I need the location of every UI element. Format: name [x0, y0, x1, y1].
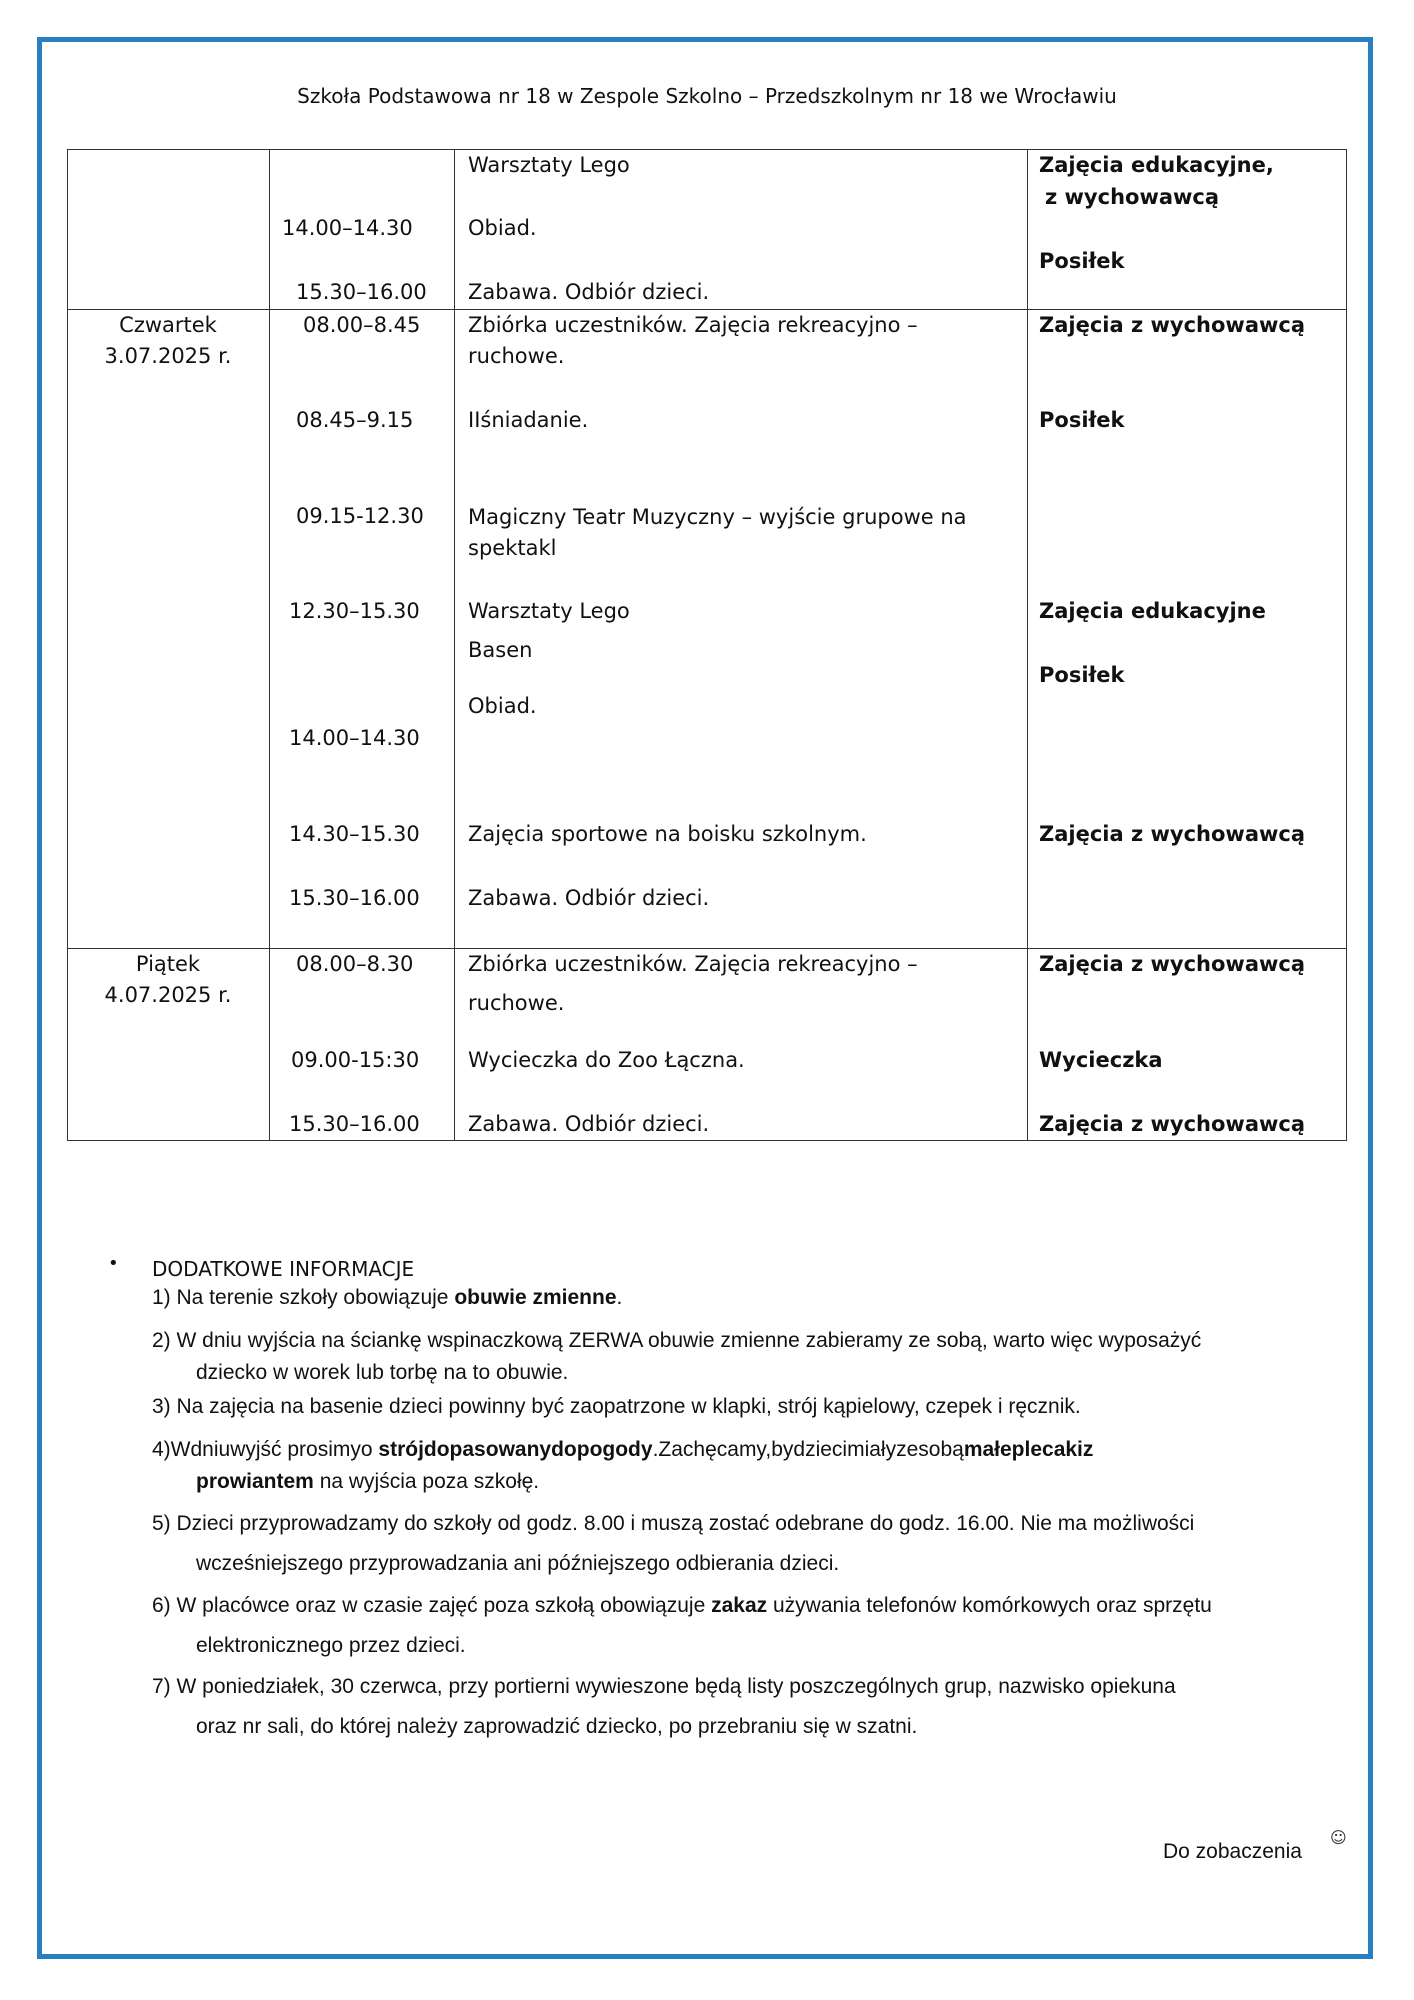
- time-cell: 15.30–16.00: [289, 1112, 420, 1136]
- info-item-1: 1) Na terenie szkoły obowiązuje obuwie zmienne.: [152, 1286, 623, 1309]
- activity-cell: spektakl: [468, 536, 557, 560]
- time-cell: 08.00–8.45: [303, 313, 421, 337]
- info-item-4-line-2: prowiantem na wyjścia poza szkołę.: [196, 1470, 540, 1493]
- type-cell: Zajęcia edukacyjne: [1039, 599, 1266, 623]
- time-cell: 15.30–16.00: [296, 280, 427, 304]
- day-label: Czwartek: [119, 313, 217, 337]
- activity-cell: ruchowe.: [468, 344, 565, 368]
- type-cell: Posiłek: [1039, 663, 1125, 687]
- date-label: 4.07.2025 r.: [104, 983, 232, 1007]
- activity-cell: Magiczny Teatr Muzyczny – wyjście grupowe na: [468, 505, 967, 529]
- type-cell: Wycieczka: [1039, 1048, 1163, 1072]
- info-item-6-line-1: 6) W placówce oraz w czasie zajęć poza szkołą obowiązuje zakaz używania telefonów komórkowych oraz sprzętu: [152, 1594, 1212, 1617]
- time-cell: 09.15-12.30: [296, 504, 424, 528]
- time-cell: 09.00-15:30: [291, 1048, 420, 1072]
- info-item-2-line-1: 2) W dniu wyjścia na ściankę wspinaczkową ZERWA obuwie zmienne zabieramy ze sobą, warto więc wyposażyć: [152, 1329, 1202, 1352]
- activity-cell: Warsztaty Lego: [468, 153, 630, 177]
- activity-cell: Zajęcia sportowe na boisku szkolnym.: [468, 822, 867, 846]
- type-cell: Zajęcia z wychowawcą: [1039, 313, 1306, 337]
- info-item-5-line-2: wcześniejszego przyprowadzania ani późniejszego odbierania dzieci.: [196, 1552, 840, 1575]
- activity-cell: Basen: [468, 638, 533, 662]
- bullet-icon: •: [108, 1253, 119, 1274]
- activity-cell: Wycieczka do Zoo Łączna.: [468, 1048, 745, 1072]
- type-cell: Zajęcia z wychowawcą: [1039, 822, 1306, 846]
- activity-cell: Zbiórka uczestników. Zajęcia rekreacyjno –: [468, 952, 918, 976]
- day-label: Piątek: [135, 952, 201, 976]
- info-item-2-line-2: dziecko w worek lub torbę na to obuwie.: [196, 1361, 569, 1384]
- time-cell: 14.00–14.30: [282, 216, 413, 240]
- time-cell: 15.30–16.00: [289, 886, 420, 910]
- activity-cell: Zabawa. Odbiór dzieci.: [468, 886, 710, 910]
- activity-cell: Obiad.: [468, 216, 537, 240]
- info-item-7-line-1: 7) W poniedziałek, 30 czerwca, przy portierni wywieszone będą listy poszczególnych grup, nazwisko opiekuna: [152, 1675, 1176, 1698]
- info-item-6-line-2: elektronicznego przez dzieci.: [196, 1634, 466, 1657]
- info-item-4-line-1: 4)Wdniuwyjść prosimyo strójdopasowanydopogody.Zachęcamy,bydziecimiałyzesobąmałeplecakiz: [152, 1438, 1094, 1461]
- type-cell: Zajęcia z wychowawcą: [1039, 952, 1306, 976]
- activity-cell: IIśniadanie.: [468, 408, 589, 432]
- time-cell: 14.30–15.30: [289, 822, 420, 846]
- activity-cell: ruchowe.: [468, 991, 565, 1015]
- footer-text: Do zobaczenia: [1163, 1840, 1302, 1863]
- activity-cell: Obiad.: [468, 694, 537, 718]
- type-cell: Zajęcia z wychowawcą: [1039, 1112, 1306, 1136]
- time-cell: 12.30–15.30: [289, 599, 420, 623]
- activity-cell: Warsztaty Lego: [468, 599, 630, 623]
- type-cell: z wychowawcą: [1045, 185, 1220, 209]
- type-cell: Posiłek: [1039, 408, 1125, 432]
- info-item-5-line-1: 5) Dzieci przyprowadzamy do szkoły od godz. 8.00 i muszą zostać odebrane do godz. 16.00. Nie ma możliwości: [152, 1512, 1195, 1535]
- type-cell: Zajęcia edukacyjne,: [1039, 153, 1274, 177]
- info-heading: DODATKOWE INFORMACJE: [152, 1257, 415, 1281]
- smiley-icon: ☺: [1330, 1828, 1347, 1847]
- page-header: Szkoła Podstawowa nr 18 w Zespole Szkolno – Przedszkolnym nr 18 we Wrocławiu: [297, 84, 1117, 108]
- date-label: 3.07.2025 r.: [104, 344, 232, 368]
- info-item-7-line-2: oraz nr sali, do której należy zaprowadzić dziecko, po przebraniu się w szatni.: [196, 1715, 918, 1738]
- activity-cell: Zbiórka uczestników. Zajęcia rekreacyjno –: [468, 313, 918, 337]
- time-cell: 08.45–9.15: [296, 408, 414, 432]
- info-item-3: 3) Na zajęcia na basenie dzieci powinny być zaopatrzone w klapki, strój kąpielowy, czepek i ręcznik.: [152, 1395, 1081, 1418]
- activity-cell: Zabawa. Odbiór dzieci.: [468, 280, 710, 304]
- type-cell: Posiłek: [1039, 249, 1125, 273]
- time-cell: 08.00–8.30: [296, 952, 414, 976]
- activity-cell: Zabawa. Odbiór dzieci.: [468, 1112, 710, 1136]
- time-cell: 14.00–14.30: [289, 726, 420, 750]
